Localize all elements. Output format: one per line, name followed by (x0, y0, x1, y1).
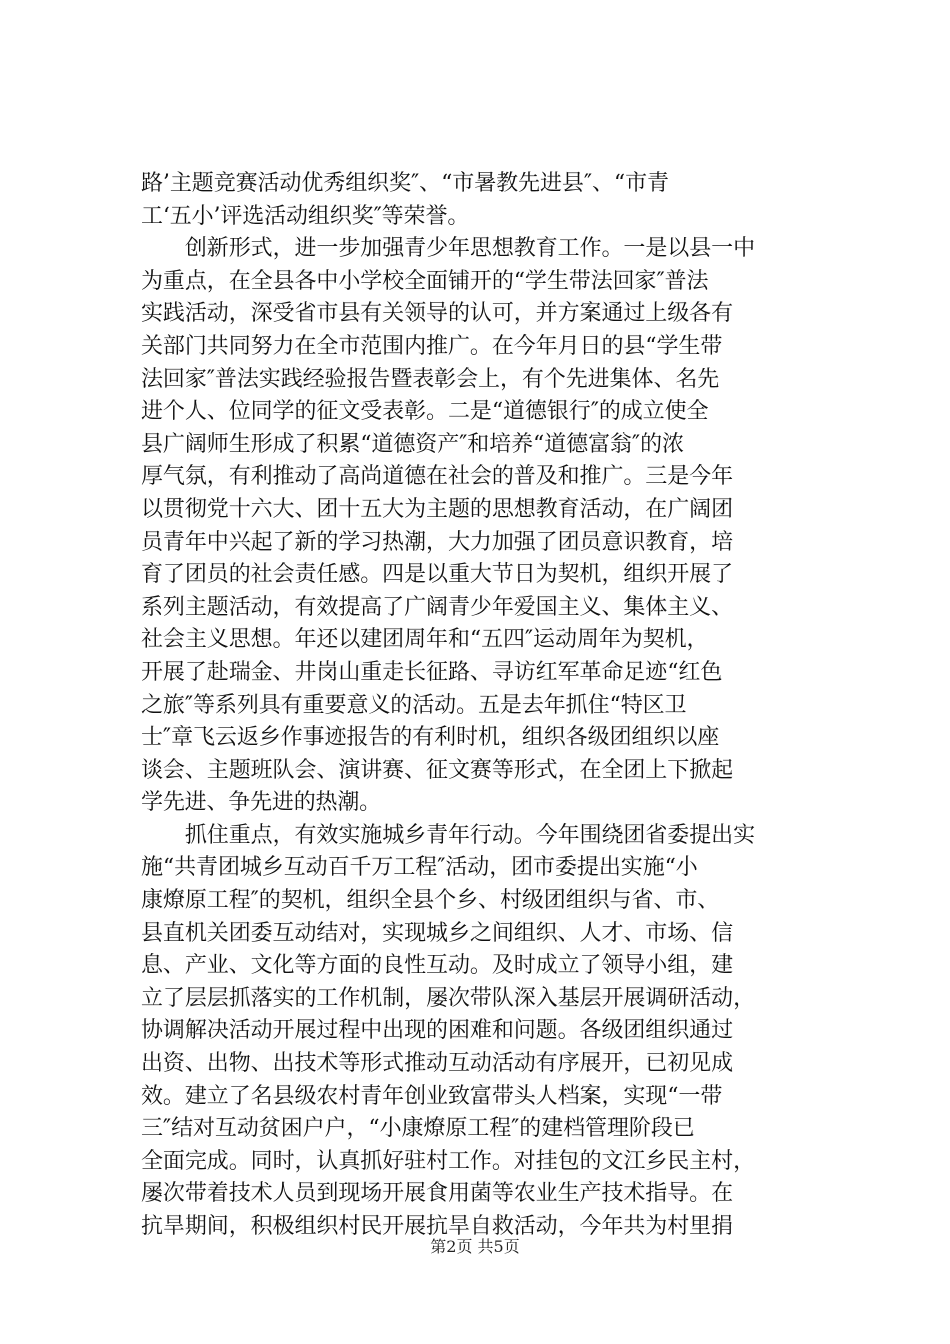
text-line: 县广阔师生形成了积累“道德资产″和培养“道德富翁″的浓 (141, 431, 684, 457)
text-line: 进个人、位同学的征文受表彰。二是“道德银行″的成立使全 (141, 399, 709, 425)
text-line: 实践活动，深受省市县有关领导的认可，并方案通过上级各有 (141, 301, 734, 327)
text-line: 抗旱期间，积极组织村民开展抗旱自救活动，今年共为村里捐 (141, 1214, 734, 1239)
text-line: 厚气氛，有利推动了高尚道德在社会的普及和推广。三是今年 (141, 464, 734, 490)
text-line: 系列主题活动，有效提高了广阔青少年爱国主义、集体主义、 (141, 594, 734, 620)
page-footer: 第2页 共5页 (430, 1237, 520, 1256)
text-line: 康燎原工程″的契机，组织全县个乡、村级团组织与省、市、 (141, 888, 720, 914)
text-line: 之旅″等系列具有重要意义的活动。五是去年抓住“特区卫 (141, 692, 687, 718)
text-line: 创新形式，进一步加强青少年思想教育工作。一是以县一中 (141, 236, 756, 262)
text-line: 谈会、主题班队会、演讲赛、征文赛等形式，在全团上下掀起 (141, 757, 734, 783)
text-line: 协调解决活动开展过程中出现的困难和问题。各级团组织通过 (141, 1018, 734, 1044)
text-line: 抓住重点，有效实施城乡青年行动。今年围绕团省委提出实 (141, 822, 756, 848)
text-line: 育了团员的社会责任感。四是以重大节日为契机，组织开展了 (141, 562, 734, 588)
text-line: 息、产业、文化等方面的良性互动。及时成立了领导小组，建 (141, 953, 734, 979)
text-line: 路’主题竞赛活动优秀组织奖″、“市暑教先进县″、“市青 (141, 171, 669, 196)
text-line: 学先进、争先进的热潮。 (141, 790, 382, 816)
text-line: 立了层层抓落实的工作机制，屡次带队深入基层开展调研活动， (141, 985, 756, 1011)
text-line: 为重点，在全县各中小学校全面铺开的“学生带法回家″普法 (141, 268, 709, 294)
text-line: 施“共青团城乡互动百千万工程″活动，团市委提出实施“小 (141, 855, 698, 881)
text-line: 出资、出物、出技术等形式推动互动活动有序展开，已初见成 (141, 1051, 734, 1077)
text-line: 全面完成。同时，认真抓好驻村工作。对挂包的文江乡民主村， (141, 1148, 756, 1174)
text-line: 开展了赴瑞金、井岗山重走长征路、寻访红军革命足迹“红色 (141, 659, 723, 685)
text-line: 关部门共同努力在全市范围内推广。在今年月日的县“学生带 (141, 333, 723, 359)
text-line: 效。建立了名县级农村青年创业致富带头人档案，实现“一带 (141, 1083, 723, 1109)
text-line: 县直机关团委互动结对，实现城乡之间组织、人才、市场、信 (141, 920, 734, 946)
text-line: 以贯彻党十六大、团十五大为主题的思想教育活动，在广阔团 (141, 496, 734, 522)
text-line: 三″结对互动贫困户户，“小康燎原工程″的建档管理阶段已 (141, 1116, 695, 1142)
text-line: 士″章飞云返乡作事迹报告的有利时机，组织各级团组织以座 (141, 725, 720, 751)
text-line: 屡次带着技术人员到现场开展食用菌等农业生产技术指导。在 (141, 1181, 734, 1207)
body-text (141, 168, 841, 1244)
text-line: 工‘五小’评选活动组织奖″等荣誉。 (141, 203, 470, 229)
text-line: 社会主义思想。年还以建团周年和“五四″运动周年为契机， (141, 627, 709, 653)
text-line: 员青年中兴起了新的学习热潮，大力加强了团员意识教育，培 (141, 529, 734, 555)
text-line: 法回家″普法实践经验报告暨表彰会上，有个先进集体、名先 (141, 366, 720, 392)
